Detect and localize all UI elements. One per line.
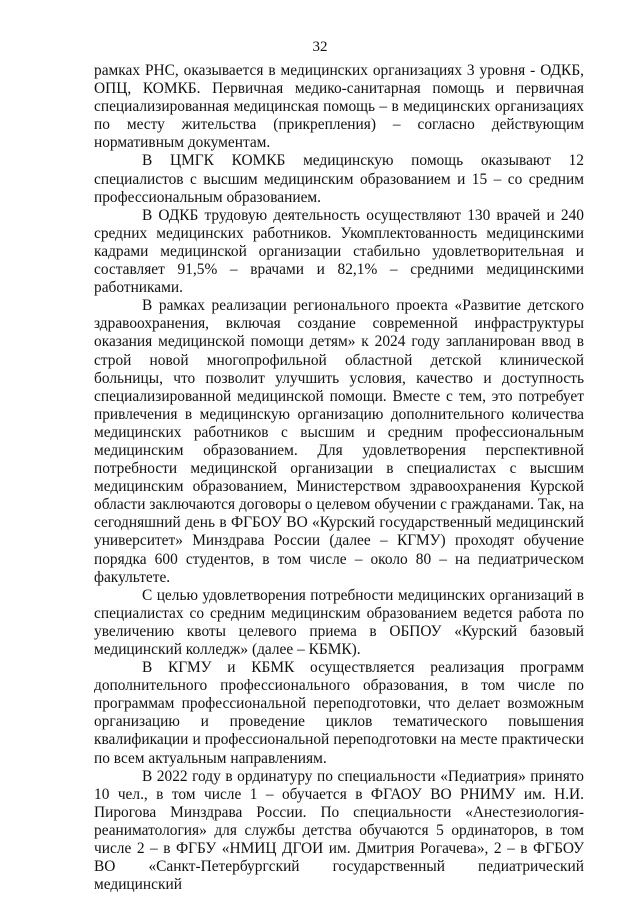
paragraph-4: В рамках реализации регионального проекта «Развитие детского здравоохранения, включая создание современной инфраструктуры оказания медицинской помощи детям» к 2024 году запланирован ввод в строй новой многопрофильной областной детской клинической больницы, что позволит улучшить условия, качество и доступность специализированной медицинской помощи. Вместе с тем, это потребует привлечения в медицинскую организацию дополнительного количества медицинских работников с высшим и средним профессиональным медицинским образованием. Для удовлетворения перспективной потребности медицинской организации в специалистах с высшим медицинским образованием, Министерством здравоохранения Курской области заключаются договоры о целевом обучении с гражданами. Так, на сегодняшний день в ФГБОУ ВО «Курский государственный медицинский университет» Минздрава России (далее – КГМУ) проходят обучение порядка 600 студентов, в том числе – около 80 – на педиатрическом факультете. [94, 297, 584, 586]
page-number: 32 [312, 39, 328, 55]
paragraph-6: В КГМУ и КБМК осуществляется реализация программ дополнительного профессионального образования, в том числе по программам профессиональной переподготовки, что делает возможным организацию и проведение циклов тематического повышения квалификации и профессиональной переподготовки на месте практически по всем актуальным направлениям. [94, 659, 584, 767]
paragraph-7: В 2022 году в ординатуру по специальности «Педиатрия» принято 10 чел., в том числе 1 – обучается в ФГАОУ ВО РНИМУ им. Н.И. Пирогова Минздрава России. По специальности «Анестезиология-реаниматология» для службы детства обучаются 5 ординаторов, в том числе 2 – в ФГБУ «НМИЦ ДГОИ им. Дмитрия Рогачева», 2 – в ФГБОУ ВО «Санкт-Петербургский государственный педиатрический медицинский [94, 767, 584, 894]
paragraph-3: В ОДКБ трудовую деятельность осуществляют 130 врачей и 240 средних медицинских работников. Укомплектованность медицинскими кадрами медицинской организации стабильно удовлетворительная и составляет 91,5% – врачами и 82,1% – средними медицинскими работниками. [94, 206, 584, 297]
paragraph-2: В ЦМГК КОМКБ медицинскую помощь оказывают 12 специалистов с высшим медицинским образованием и 15 – со средним профессиональным образованием. [94, 152, 584, 206]
paragraph-1: рамках РНС, оказывается в медицинских организациях 3 уровня - ОДКБ, ОПЦ, КОМКБ. Первичная медико-санитарная помощь и первичная специализированная медицинская помощь – в медицинских организациях по месту жительства (прикрепления) – согласно действующим нормативным документам. [94, 62, 584, 152]
body-text [94, 62, 584, 894]
paragraph-5: С целью удовлетворения потребности медицинских организаций в специалистах со средним медицинским образованием ведется работа по увеличению квоты целевого приема в ОБПОУ «Курский базовый медицинский колледж» (далее – КБМК). [94, 586, 584, 658]
